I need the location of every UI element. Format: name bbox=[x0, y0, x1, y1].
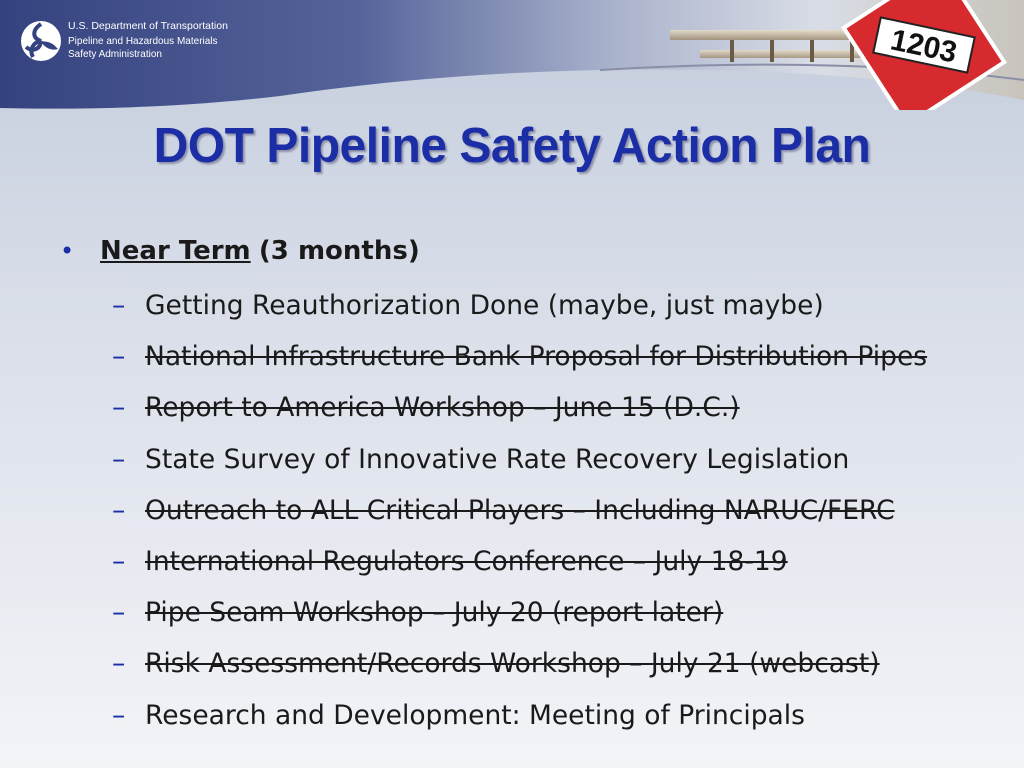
near-term-duration: (3 months) bbox=[258, 236, 420, 266]
sub-item bbox=[112, 536, 927, 587]
sub-item-text: Risk Assessment/Records Workshop – July 21 (webcast) bbox=[145, 648, 880, 680]
dash-bullet-icon: – bbox=[112, 341, 126, 373]
agency-name-line2: Pipeline and Hazardous Materials bbox=[68, 36, 218, 47]
sub-item bbox=[112, 382, 927, 433]
dash-bullet-icon: – bbox=[112, 648, 126, 680]
sub-item bbox=[112, 331, 927, 382]
bullet-dot-icon: • bbox=[60, 237, 75, 265]
sub-item bbox=[112, 280, 927, 331]
dot-logo-icon bbox=[20, 20, 62, 62]
dash-bullet-icon: – bbox=[112, 392, 126, 424]
sub-item bbox=[112, 638, 927, 689]
sub-item-text: Report to America Workshop – June 15 (D.C.) bbox=[145, 392, 740, 424]
sub-item-text: National Infrastructure Bank Proposal for Distribution Pipes bbox=[145, 341, 928, 373]
dash-bullet-icon: – bbox=[112, 597, 126, 629]
sub-item-text: Pipe Seam Workshop – July 20 (report later) bbox=[145, 597, 724, 629]
placard-graphic bbox=[804, 0, 1024, 110]
agency-name-line1: U.S. Department of Transportation bbox=[68, 20, 228, 32]
agency-block bbox=[0, 0, 260, 80]
dash-bullet-icon: – bbox=[112, 494, 126, 526]
sub-item bbox=[112, 434, 927, 485]
sub-item-text: Research and Development: Meeting of Principals bbox=[145, 699, 805, 731]
sub-item bbox=[112, 485, 927, 536]
hazmat-placard bbox=[804, 0, 1024, 110]
dash-bullet-icon: – bbox=[112, 545, 126, 577]
sub-item-text: Getting Reauthorization Done (maybe, just maybe) bbox=[145, 290, 824, 321]
sub-item bbox=[112, 587, 927, 638]
sub-item-text: International Regulators Conference – July 18-19 bbox=[145, 545, 788, 577]
slide-title: DOT Pipeline Safety Action Plan bbox=[153, 119, 871, 173]
sub-item-text: State Survey of Innovative Rate Recovery Legislation bbox=[145, 443, 850, 475]
sub-item-list bbox=[112, 280, 927, 741]
sub-item-text: Outreach to ALL Critical Players – Including NARUC/FERC bbox=[145, 494, 895, 526]
dash-bullet-icon: – bbox=[112, 443, 126, 475]
sub-item bbox=[112, 690, 927, 741]
dash-bullet-icon: – bbox=[112, 699, 126, 731]
dash-bullet-icon: – bbox=[112, 290, 126, 321]
agency-name-line3: Safety Administration bbox=[68, 49, 162, 60]
near-term-label: Near Term bbox=[100, 236, 251, 266]
main-bullet bbox=[60, 236, 420, 266]
placard-number: 1203 bbox=[887, 23, 960, 70]
